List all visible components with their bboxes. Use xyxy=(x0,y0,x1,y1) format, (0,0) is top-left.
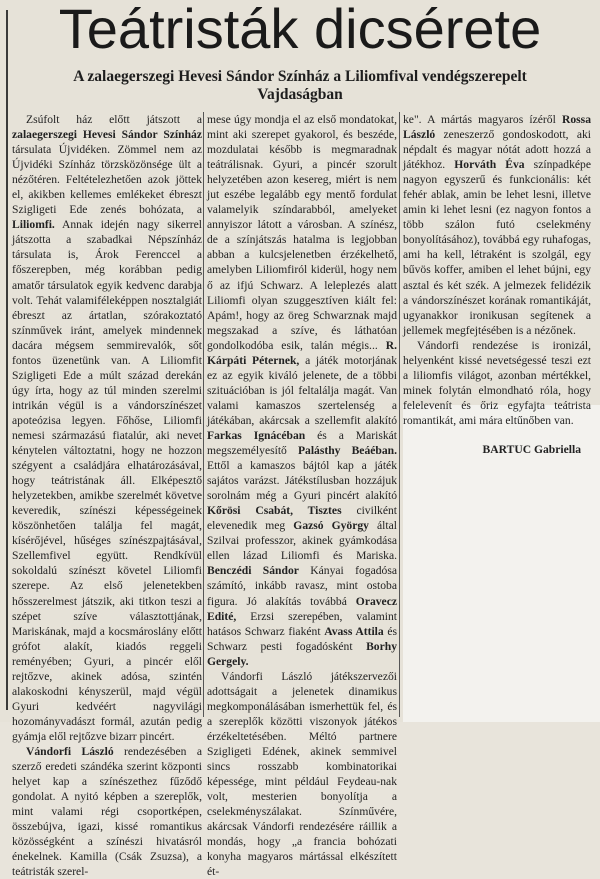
column-rule-left xyxy=(6,10,8,710)
article-paragraph xyxy=(403,338,591,428)
headline: Teátristák dicsérete xyxy=(58,0,542,60)
bold-name: Borhy Gergely. xyxy=(207,639,397,668)
bold-name: Palásthy Beáéban. xyxy=(297,444,397,458)
bold-name: Horváth Éva xyxy=(454,158,525,172)
article-paragraph xyxy=(12,744,202,879)
column-1 xyxy=(12,112,202,879)
paragraph-text: által Szilvai professzor, akinek gyámkodása ellen lázad Liliomfi és Mariska. xyxy=(207,519,397,563)
paragraph-text: Vándorfi rendezése is ironizál, helyenként kissé nevetségessé teszi ezt a liliomfis világot, azonban mértékkel, minek folytán elmondható róla, hogy felelevenít és őriz egyfajta teátrista romantikát, ami mára eltűnőben van. xyxy=(403,338,591,427)
paragraph-text: Vándorfi László játékszervezői adottságait a jelenetek dinamikus megkomponálásában ismerhettük fel, és a szereplők közötti viszonyok játékos érzékeltetésében. Méltó partnere Szigligeti Edének, akinek semmivel sincs rosszabb kombinatorikai képessége, mint például Feydeau-nak volt, mesterien bonyolítja a cselekményszálakat. Színművére, akárcsak Vándorfi rendezésére ráillik a mondás, hogy „a francia bohózati konyha magyaros mártással elkészített ét- xyxy=(207,669,397,879)
paragraph-text: és Schwarz pesti fogadósként xyxy=(207,624,397,653)
paragraph-text: és a Mariskát megszemélyesítő xyxy=(207,428,397,458)
paragraph-text: Ettől a kamaszos bájtól kap a játék sajátos varázst. Játékstílusban hozzájuk sorolnám még a Gyuri pincért alakító xyxy=(207,459,397,503)
column-divider xyxy=(203,112,204,717)
bold-name: R. Kárpáti Péternek, xyxy=(207,338,397,367)
column-3 xyxy=(403,112,591,457)
paragraph-text: Kányai fogadósa számító, inkább ravasz, mint ostoba figura. Jó alakítás továbbá xyxy=(207,564,397,608)
article-paragraph xyxy=(403,112,591,338)
paragraph-text: Annak idején nagy sikerrel játszotta a szabadkai Népszínház társulata is, Árok Ferenccel a főszerepben, még korábban pedig amatőr társulatok egyik kedvenc darabja volt. Tehát valamiféleképpen nosztalgiát ébreszt az ártatlan, szórakoztató színművek iránt, amelyek mindennek dacára mégsem semmirevalók, sőt fontos üzenetünk van. A Liliomfit Szigligeti Ede a múlt század derekán úgy írta, hogy az túl minden szerelmi intrikán végül is a vándorszínészet apoteózisa legyen. Főhőse, Liliomfi nemesi származású fiatalúr, aki nevet kénytelen változtatni, hogy ne hozzon szégyent a családjára elhatározásával, hogy teátristának áll. Elképesztő helyzetekben, amikbe szerelmét követve keveredik, színészi képességeinek köszönhetően találja fel magát, kísérőjével, hűséges színészpajtásával, Szellemfivel együtt. Rendkívül sokoldalú színészt követel Liliomfi szerepe. Az első jelenetekben hősszerelmest játszik, aki titkon teszi a szépet szíve választottjának, Mariskának, majd a kocsmároslány előtt grófot alakít, kiadós reggeli reményében; Gyuri, a pincér elől rejtőzve, akinek adósa, szintén alakoskodni kényszerül, majd végül Gyuri kedvéért nagyvilági hozományvadászt formál, azután pedig gyámja elől rejtőzve bizarr pincért. xyxy=(12,218,202,743)
paragraph-text: rendezésében a szerző eredeti szándéka szerint központi helyet kap a színészethez fűződő gondolat. A nyitó képben a szereplők, mint valami régi csoportképen, összebújva, igazi, kissé romantikus közösségként a színészi hivatásról énekelnek. Kamilla (Csák Zsuzsa), a teátristák szerel- xyxy=(12,744,202,879)
bold-name: Benczédi Sándor xyxy=(207,564,299,578)
article-paragraph xyxy=(12,112,202,744)
bold-name: Vándorfi László xyxy=(26,744,114,758)
bold-name: Liliomfi. xyxy=(12,218,55,232)
subheadline: A zalaegerszegi Hevesi Sándor Színház a Liliomfival vendégszerepelt Vajdaságban xyxy=(73,68,527,103)
paragraph-text: Zsúfolt ház előtt játszott a xyxy=(26,113,202,126)
author-signature: BARTUC Gabriella xyxy=(482,442,581,456)
bold-name: Rossa László xyxy=(403,113,591,142)
bold-name: Gazsó György xyxy=(293,519,369,533)
bold-name: Oravecz Edité, xyxy=(207,594,397,623)
paragraph-text: mese úgy mondja el az első mondatokat, mint aki szerepet gyakorol, és beszéde, mozdulatai később is megmaradnak teátrálisnak. Gyuri, a pincér szorult helyzetében azon kesereg, miért is nem jut eszébe legalább egy mentő fordulat valamelyik színdarabból, amelyeket annyiszor látott a városban. A színész, de a színjátszás hatalma is legjobban abban a kulcsjelenetben érzékelhető, amelyben Liliomfiról kiderül, hogy nem ő az ifjú Schwarz. A leleplezés alatt Liliomfi olyan szuggesztíven kiált fel: Apám!, hogy az öreg Schwarznak majd megszakad a szíve, és láthatóan gondolkodóba esik, talán mégis... xyxy=(207,113,397,352)
column-2 xyxy=(207,112,397,879)
bold-name: Avass Attila xyxy=(324,624,384,638)
paragraph-text: színpadképe nagyon egyszerű és funkcionális: két fehér ablak, amin be lehet lesni, illetve amin ki lehet lesni (ez nagyon fontos a több szálon futó cselekmény bonyolításához), továbbá egy ruhafogas, ami ha kell, létraként is szolgál, egy bűvös koffer, amiben el lehet bújni, egy asztal és két szék. A jelmezek felidézik a vándorszínészet korának romantikáját, ugyanakkor ironikusan segítenek a jellemek megfejtésében is a nézőnek. xyxy=(403,158,591,337)
bold-name: Kőrösi Csabát, Tisztes xyxy=(207,504,342,518)
article-paragraph xyxy=(207,112,397,669)
paragraph-text: társulata Újvidéken. Zömmel nem az Újvidéki Színház törzsközönsége ült a nézőtéren. Feltételezhetően azok jöttek el, akikben kellemes emlékeket ébreszt Szigligeti Ede zenés bohózata, a xyxy=(12,143,202,217)
bold-name: zalaegerszegi Hevesi Sándor Színház xyxy=(12,128,202,142)
paragraph-text: ke". A mártás magyaros ízéről xyxy=(403,113,562,126)
article-paragraph xyxy=(207,669,397,879)
paragraph-text: zeneszerző gondoskodott, aki népdalt és magyar nótát adott hozzá a játékhoz. xyxy=(403,128,591,172)
bold-name: Farkas Ignácéban xyxy=(207,428,306,442)
paragraph-text: Erzsi szerepében, valamint hatásos Schwarz fiaként xyxy=(207,609,397,638)
paragraph-text: a játék motorjának ez az egyik kiváló jelenete, de a többi szituációban is jól feltalálja magát. Van valami kamaszos szertelenség a játékában, akárcsak a szellemfit alakító xyxy=(207,353,397,427)
column-divider xyxy=(399,112,400,717)
paragraph-text: civilként elevenedik meg xyxy=(207,504,398,533)
